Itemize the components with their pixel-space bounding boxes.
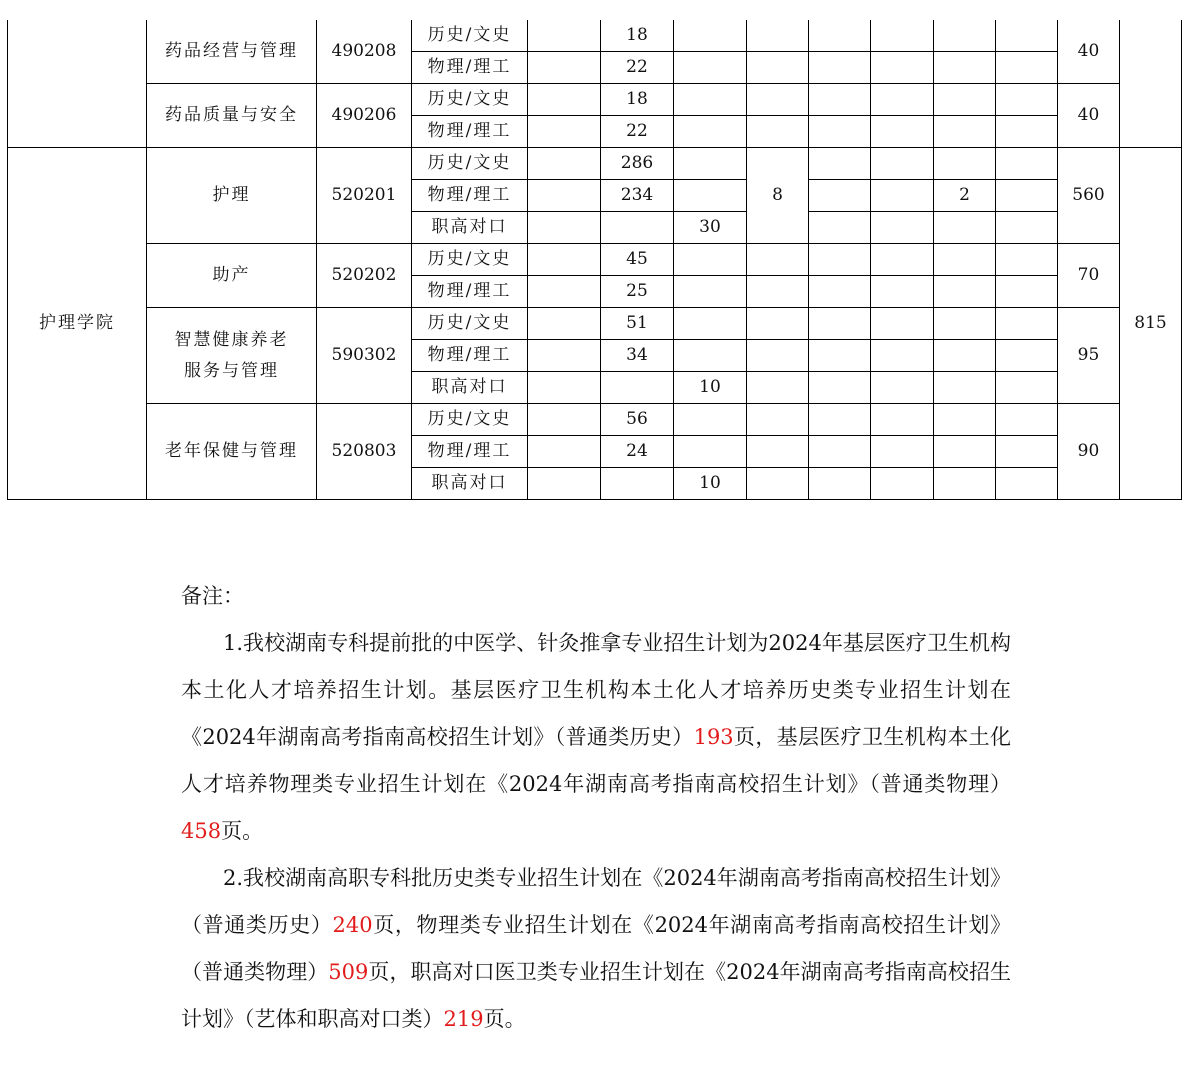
blank-cell <box>871 244 934 276</box>
blank-cell <box>871 116 934 148</box>
plan-count: 234 <box>601 180 674 212</box>
college-cell-prev <box>8 20 147 148</box>
extra-plan-count: 8 <box>747 148 809 244</box>
major-name: 药品质量与安全 <box>147 84 317 148</box>
major-code: 490208 <box>317 20 412 84</box>
blank-cell <box>996 436 1058 468</box>
note-1-page-2: 458 <box>181 819 222 843</box>
blank-cell <box>809 212 871 244</box>
major-name: 护理 <box>147 148 317 244</box>
blank-cell <box>996 404 1058 436</box>
subject-type: 历史/文史 <box>412 404 528 436</box>
major-total: 95 <box>1058 308 1120 404</box>
plan-count: 25 <box>601 276 674 308</box>
plan-count <box>601 372 674 404</box>
blank-cell <box>934 116 996 148</box>
plan-count: 18 <box>601 20 674 52</box>
table-row <box>8 20 1182 52</box>
table-row <box>8 308 1182 340</box>
note-2-text-a: 2.我校湖南高职专科批历史类专业招生计划在《2024年湖南高考指南高校招生计划》（普通类历史） <box>181 866 1011 937</box>
major-code: 590302 <box>317 308 412 404</box>
blank-cell <box>871 180 934 212</box>
blank-cell <box>747 436 809 468</box>
blank-cell <box>528 116 601 148</box>
blank-cell <box>674 116 747 148</box>
blank-cell <box>934 52 996 84</box>
note-1-text-b: 页，基层医疗卫生机构本土化人才培养物理类专业招生计划在《2024年湖南高考指南高校招生计划》（普通类物理） <box>181 725 1011 796</box>
blank-cell <box>871 84 934 116</box>
major-total: 70 <box>1058 244 1120 308</box>
blank-cell <box>809 84 871 116</box>
blank-cell <box>996 468 1058 500</box>
blank-cell <box>934 276 996 308</box>
blank-cell <box>996 84 1058 116</box>
subject-type: 历史/文史 <box>412 148 528 180</box>
major-total: 560 <box>1058 148 1120 244</box>
blank-cell <box>996 52 1058 84</box>
subject-type: 职高对口 <box>412 212 528 244</box>
major-name: 老年保健与管理 <box>147 404 317 500</box>
table-row <box>8 148 1182 180</box>
blank-cell <box>528 148 601 180</box>
blank-cell <box>528 276 601 308</box>
notes-heading: 备注： <box>181 584 244 608</box>
blank-cell <box>871 52 934 84</box>
blank-cell <box>674 244 747 276</box>
note-1-text-c: 页。 <box>221 819 264 843</box>
blank-cell <box>528 436 601 468</box>
blank-cell <box>996 276 1058 308</box>
blank-cell <box>809 148 871 180</box>
blank-cell <box>871 20 934 52</box>
major-name <box>147 308 317 404</box>
blank-cell <box>996 148 1058 180</box>
major-name: 助产 <box>147 244 317 308</box>
college-total: 815 <box>1120 148 1182 500</box>
note-2-text-d: 页。 <box>483 1007 526 1031</box>
subject-type: 历史/文史 <box>412 308 528 340</box>
blank-cell <box>871 212 934 244</box>
blank-cell <box>871 340 934 372</box>
subject-type: 物理/理工 <box>412 276 528 308</box>
plan-count: 22 <box>601 116 674 148</box>
blank-cell <box>871 468 934 500</box>
note-2-text-b: 页，物理类专业招生计划在《2024年湖南高考指南高校招生计划》（普通类物理） <box>181 913 1011 984</box>
blank-cell <box>809 52 871 84</box>
major-code: 520201 <box>317 148 412 244</box>
blank-cell <box>528 52 601 84</box>
blank-cell <box>528 212 601 244</box>
blank-cell <box>528 404 601 436</box>
blank-cell <box>934 436 996 468</box>
blank-cell <box>747 372 809 404</box>
blank-cell <box>674 52 747 84</box>
blank-cell <box>528 468 601 500</box>
blank-cell <box>996 244 1058 276</box>
blank-cell <box>934 244 996 276</box>
note-2-page-3: 219 <box>443 1007 484 1031</box>
major-name-line1: 智慧健康养老 <box>174 329 289 350</box>
college-total-prev <box>1120 20 1182 148</box>
blank-cell <box>528 84 601 116</box>
blank-cell <box>809 20 871 52</box>
subject-type: 物理/理工 <box>412 340 528 372</box>
blank-cell <box>934 20 996 52</box>
blank-cell <box>996 116 1058 148</box>
blank-cell <box>809 244 871 276</box>
blank-cell <box>747 276 809 308</box>
blank-cell <box>528 308 601 340</box>
blank-cell <box>674 276 747 308</box>
blank-cell <box>934 84 996 116</box>
blank-cell <box>674 84 747 116</box>
note-1 <box>181 620 1011 855</box>
note-2-text-c: 页，职高对口医卫类专业招生计划在《2024年湖南高考指南高校招生计划》（艺体和职高对口类） <box>181 960 1012 1031</box>
subject-type: 物理/理工 <box>412 180 528 212</box>
blank-cell <box>747 52 809 84</box>
blank-cell <box>747 308 809 340</box>
plan-count: 24 <box>601 436 674 468</box>
blank-cell <box>809 468 871 500</box>
blank-cell <box>934 340 996 372</box>
blank-cell <box>871 404 934 436</box>
subject-type: 物理/理工 <box>412 436 528 468</box>
blank-cell <box>809 180 871 212</box>
plan-count: 34 <box>601 340 674 372</box>
plan-count: 286 <box>601 148 674 180</box>
blank-cell <box>747 244 809 276</box>
blank-cell <box>934 372 996 404</box>
blank-cell <box>674 148 747 180</box>
subject-type: 职高对口 <box>412 372 528 404</box>
blank-cell <box>747 116 809 148</box>
table-row <box>8 84 1182 116</box>
blank-cell <box>674 180 747 212</box>
subject-type: 物理/理工 <box>412 52 528 84</box>
blank-cell <box>934 212 996 244</box>
blank-cell <box>996 20 1058 52</box>
blank-cell <box>747 84 809 116</box>
blank-cell <box>809 372 871 404</box>
notes-section <box>181 573 1011 1043</box>
blank-cell <box>674 340 747 372</box>
blank-cell <box>809 276 871 308</box>
blank-cell <box>871 436 934 468</box>
note-2-page-1: 240 <box>332 913 373 937</box>
plan-count: 18 <box>601 84 674 116</box>
major-name: 药品经营与管理 <box>147 20 317 84</box>
blank-cell <box>871 308 934 340</box>
extra-plan-count-2: 2 <box>934 180 996 212</box>
blank-cell <box>674 308 747 340</box>
note-2-page-2: 509 <box>328 960 369 984</box>
table-row <box>8 404 1182 436</box>
blank-cell <box>934 148 996 180</box>
blank-cell <box>809 404 871 436</box>
subject-type: 历史/文史 <box>412 20 528 52</box>
blank-cell <box>996 180 1058 212</box>
blank-cell <box>809 116 871 148</box>
blank-cell <box>934 404 996 436</box>
blank-cell <box>674 404 747 436</box>
blank-cell <box>871 372 934 404</box>
blank-cell <box>871 276 934 308</box>
blank-cell <box>528 244 601 276</box>
blank-cell <box>871 148 934 180</box>
voc-count: 30 <box>674 212 747 244</box>
plan-count <box>601 212 674 244</box>
table-row <box>8 244 1182 276</box>
blank-cell <box>809 436 871 468</box>
subject-type: 历史/文史 <box>412 244 528 276</box>
major-code: 520803 <box>317 404 412 500</box>
plan-count: 22 <box>601 52 674 84</box>
note-1-text-a: 1.我校湖南专科提前批的中医学、针灸推拿专业招生计划为2024年基层医疗卫生机构本土化人才培养招生计划。基层医疗卫生机构本土化人才培养历史类专业招生计划在《2024年湖南高考指南高校招生计划》（普通类历史） <box>181 631 1011 749</box>
blank-cell <box>747 20 809 52</box>
blank-cell <box>528 20 601 52</box>
voc-count: 10 <box>674 468 747 500</box>
major-total: 40 <box>1058 84 1120 148</box>
blank-cell <box>934 308 996 340</box>
blank-cell <box>996 372 1058 404</box>
note-1-page-1: 193 <box>693 725 734 749</box>
blank-cell <box>809 340 871 372</box>
plan-count: 45 <box>601 244 674 276</box>
blank-cell <box>747 340 809 372</box>
major-code: 520202 <box>317 244 412 308</box>
college-name: 护理学院 <box>8 148 147 500</box>
blank-cell <box>528 340 601 372</box>
major-code: 490206 <box>317 84 412 148</box>
blank-cell <box>747 468 809 500</box>
blank-cell <box>809 308 871 340</box>
plan-count: 56 <box>601 404 674 436</box>
blank-cell <box>747 404 809 436</box>
plan-count <box>601 468 674 500</box>
blank-cell <box>934 468 996 500</box>
plan-count: 51 <box>601 308 674 340</box>
blank-cell <box>996 340 1058 372</box>
major-name-line2: 服务与管理 <box>184 360 279 381</box>
subject-type: 物理/理工 <box>412 116 528 148</box>
blank-cell <box>996 308 1058 340</box>
blank-cell <box>996 212 1058 244</box>
subject-type: 历史/文史 <box>412 84 528 116</box>
voc-count <box>674 20 747 52</box>
blank-cell <box>528 180 601 212</box>
major-total: 90 <box>1058 404 1120 500</box>
note-2 <box>181 855 1011 1043</box>
blank-cell <box>674 436 747 468</box>
enrollment-plan-table <box>7 20 1182 500</box>
subject-type: 职高对口 <box>412 468 528 500</box>
blank-cell <box>528 372 601 404</box>
major-total: 40 <box>1058 20 1120 84</box>
voc-count: 10 <box>674 372 747 404</box>
